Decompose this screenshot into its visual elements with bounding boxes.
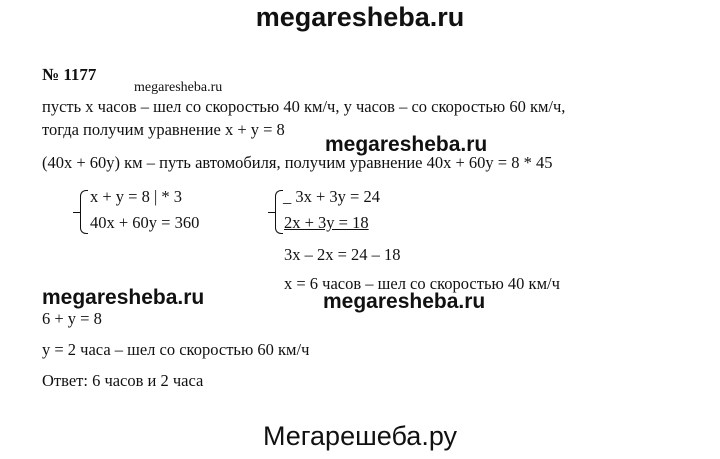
system2-eq4: х = 6 часов – шел со скоростью 40 км/ч [284, 274, 560, 293]
problem-number: № 1177 [42, 65, 97, 84]
watermark-bottom: Мегарешеба.ру [262, 421, 458, 451]
system2-eq3: 3х – 2х = 24 – 18 [284, 245, 401, 264]
watermark-small: megaresheba.ru [134, 80, 223, 95]
text-line-2: тогда получим уравнение х + у = 8 [42, 120, 285, 139]
watermark-mid-1: megaresheba.ru [325, 133, 488, 156]
system1-eq1: х + у = 8 | * 3 [90, 187, 183, 206]
watermark-mid-3: megaresheba.ru [323, 290, 486, 313]
solution-line-2: у = 2 часа – шел со скоростью 60 км/ч [42, 340, 310, 359]
text-line-1: пусть х часов – шел со скоростью 40 км/ч, у часов – со скоростью 60 км/ч, [42, 97, 566, 116]
system-brace-1 [80, 190, 88, 234]
answer: Ответ: 6 часов и 2 часа [42, 371, 204, 390]
solution-line-1: 6 + у = 8 [42, 309, 102, 328]
text-line-3: (40х + 60у) км – путь автомобиля, получим уравнение 40х + 60у = 8 * 45 [42, 153, 553, 172]
system2-eq1: _ 3х + 3у = 24 [283, 187, 380, 206]
watermark-mid-2: megaresheba.ru [42, 286, 205, 309]
watermark-top: megaresheba.ru [255, 2, 465, 32]
system-brace-2 [275, 190, 283, 234]
system1-eq2: 40х + 60у = 360 [90, 213, 200, 232]
system2-eq2: 2х + 3у = 18 [284, 213, 369, 232]
